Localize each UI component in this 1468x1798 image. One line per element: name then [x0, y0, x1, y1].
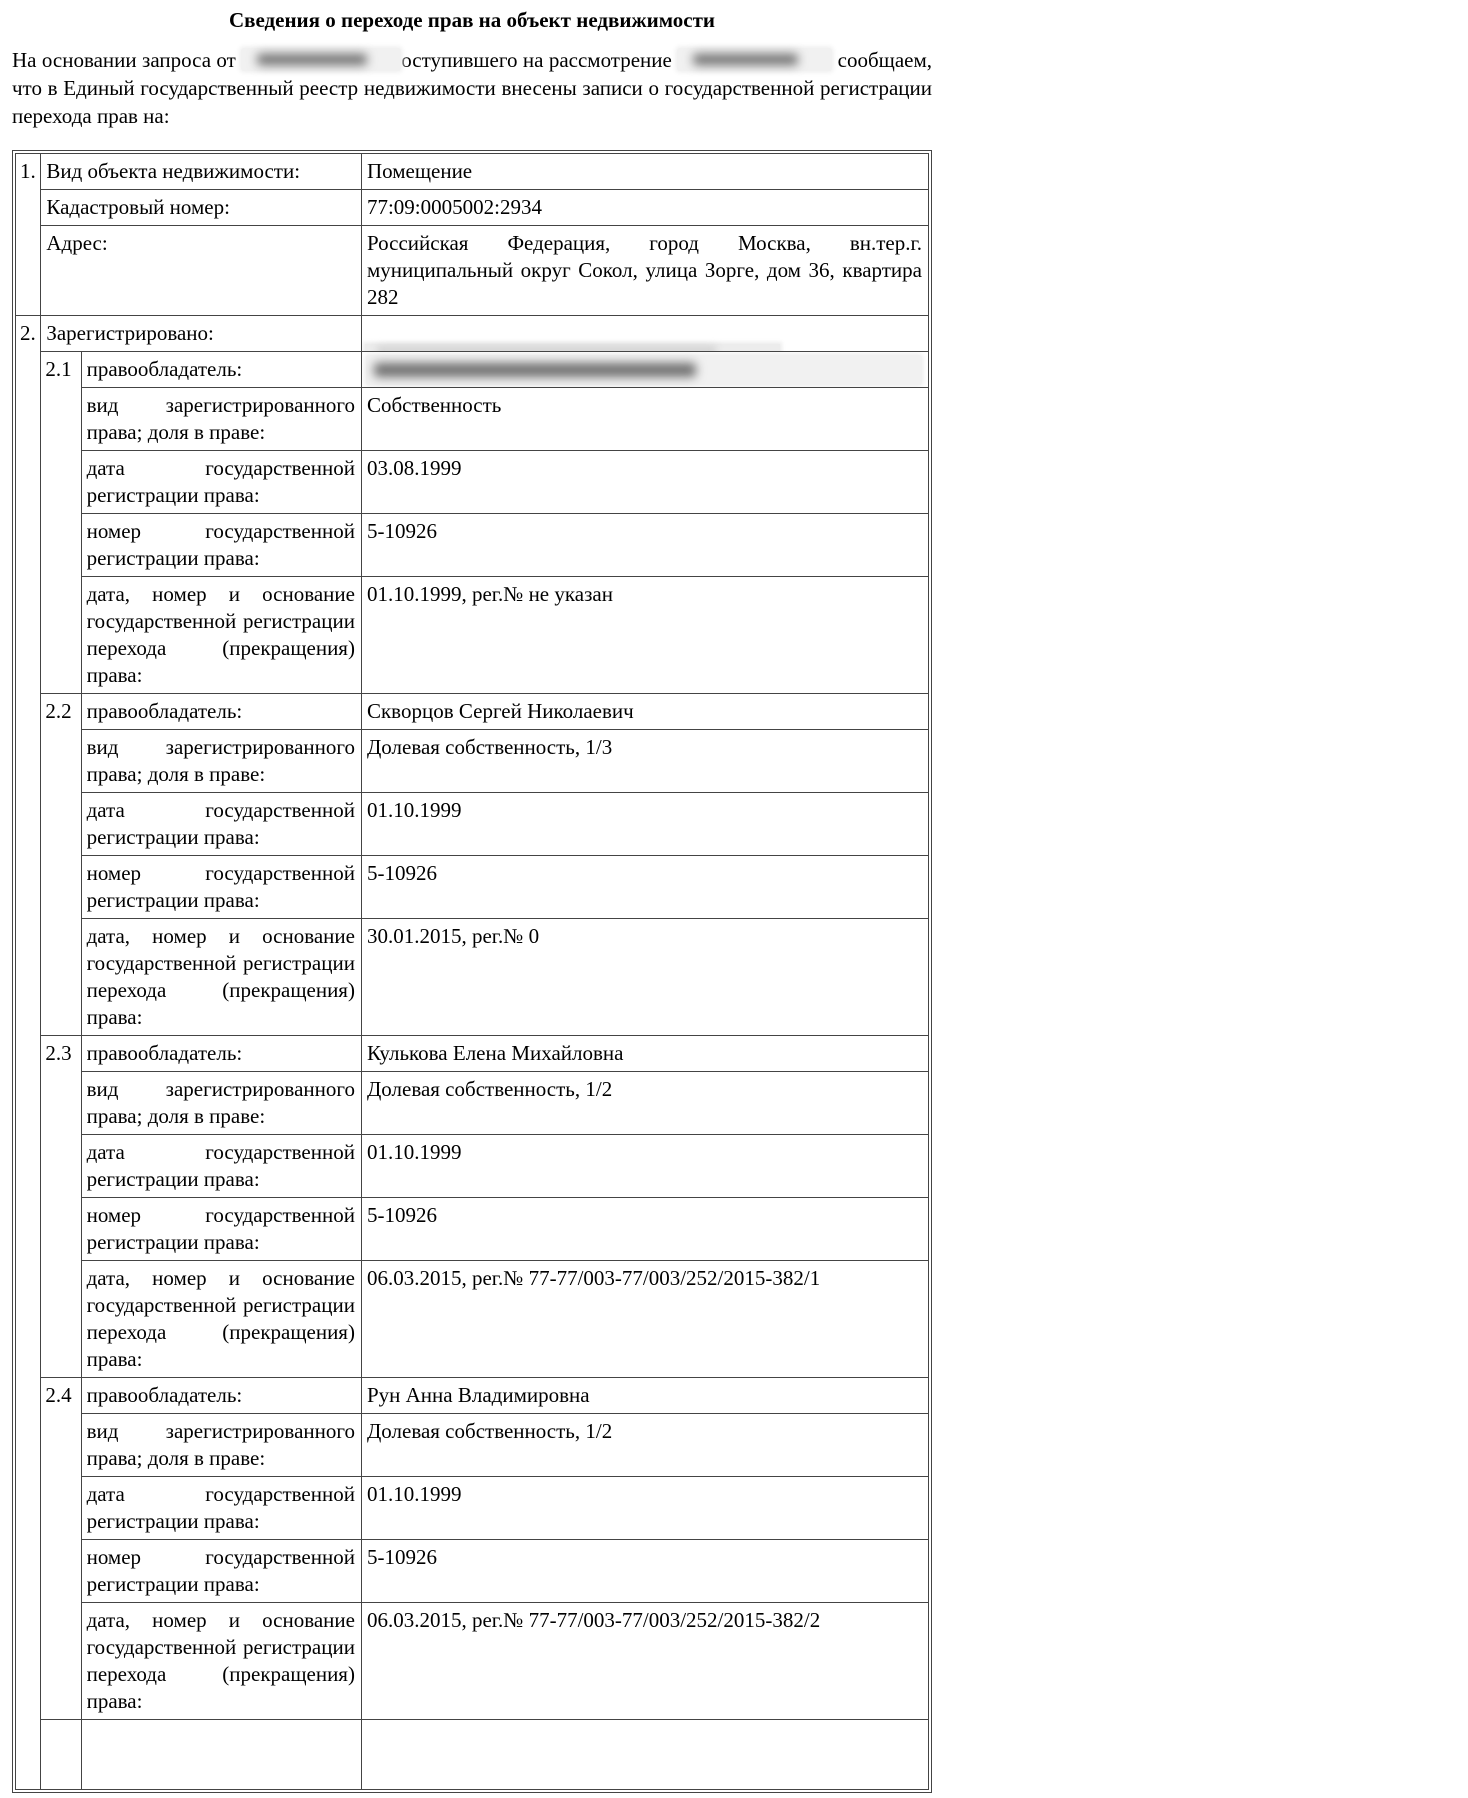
row-value: 06.03.2015, рег.№ 77-77/003-77/003/252/2015-382/2 [361, 1603, 928, 1720]
intro-text-1: На основании запроса от [12, 48, 236, 72]
row-label: вид зарегистрированного права; доля в праве: [81, 1414, 361, 1477]
row-value: 5-10926 [361, 856, 928, 919]
table-row [16, 1540, 929, 1603]
row-label: номер государственной регистрации права: [81, 514, 361, 577]
row-value: 5-10926 [361, 1198, 928, 1261]
redacted-date-1 [241, 48, 401, 71]
row-value: 01.10.1999 [361, 793, 928, 856]
row-value: 30.01.2015, рег.№ 0 [361, 919, 928, 1036]
intro-paragraph [12, 46, 932, 130]
row-value: 5-10926 [361, 514, 928, 577]
entry-number: 2.3 [41, 1036, 81, 1378]
table-row [16, 154, 929, 190]
row-value: 77:09:0005002:2934 [361, 190, 928, 226]
table-row-cutoff [16, 1720, 929, 1790]
row-value: Долевая собственность, 1/3 [361, 730, 928, 793]
row-value: Долевая собственность, 1/2 [361, 1072, 928, 1135]
intro-text-2: оступившего на рассмотрение [401, 48, 672, 72]
redacted-holder-name [366, 355, 922, 385]
table-row [16, 1135, 929, 1198]
row-value: Российская Федерация, город Москва, вн.тер.г. муниципальный округ Сокол, улица Зорге, дом 36, квартира 282 [361, 226, 928, 316]
table-row [16, 1036, 929, 1072]
entry-number: 2.1 [41, 352, 81, 694]
table-row [16, 1198, 929, 1261]
row-value: 5-10926 [361, 1540, 928, 1603]
table-row [16, 1378, 929, 1414]
row-label: правообладатель: [81, 352, 361, 388]
row-value: Скворцов Сергей Николаевич [361, 694, 928, 730]
row-label: номер государственной регистрации права: [81, 1198, 361, 1261]
rights-table [15, 153, 929, 1790]
table-row [16, 514, 929, 577]
row-label: Вид объекта недвижимости: [41, 154, 362, 190]
row-value: 01.10.1999 [361, 1135, 928, 1198]
entry-number: 2.2 [41, 694, 81, 1036]
row-label: Адрес: [41, 226, 362, 316]
table-row [16, 1414, 929, 1477]
row-label: номер государственной регистрации права: [81, 856, 361, 919]
table-row [16, 919, 929, 1036]
table-row [16, 1477, 929, 1540]
table-row [16, 226, 929, 316]
table-row [16, 694, 929, 730]
table-row [16, 577, 929, 694]
table-row [16, 856, 929, 919]
table-row [16, 793, 929, 856]
redacted-date-2 [677, 48, 832, 71]
section-number: 1. [16, 154, 41, 316]
row-value: 01.10.1999, рег.№ не указан [361, 577, 928, 694]
row-label: дата государственной регистрации права: [81, 1135, 361, 1198]
row-label: номер государственной регистрации права: [81, 1540, 361, 1603]
row-label: дата, номер и основание государственной регистрации перехода (прекращения) права: [81, 1603, 361, 1720]
rights-table-frame [12, 150, 932, 1793]
intro-text-3: сообщаем, что в Единый государственный реестр недвижимости внесены записи о государственной регистрации перехода прав на: [12, 48, 933, 128]
row-label: Кадастровый номер: [41, 190, 362, 226]
table-row [16, 1603, 929, 1720]
table-row [16, 190, 929, 226]
row-label: вид зарегистрированного права; доля в праве: [81, 388, 361, 451]
table-row [16, 1261, 929, 1378]
row-label: правообладатель: [81, 694, 361, 730]
row-label: правообладатель: [81, 1378, 361, 1414]
row-value [361, 1720, 928, 1790]
table-row [16, 1072, 929, 1135]
row-label [81, 1720, 361, 1790]
table-row [16, 352, 929, 388]
row-value-redacted [361, 352, 928, 388]
entry-number [41, 1720, 81, 1790]
row-value: Помещение [361, 154, 928, 190]
table-row [16, 388, 929, 451]
row-label: дата государственной регистрации права: [81, 793, 361, 856]
entry-number: 2.4 [41, 1378, 81, 1720]
table-row [16, 451, 929, 514]
section-number: 2. [16, 316, 41, 1790]
row-label: Зарегистрировано: [41, 316, 362, 352]
row-label: дата государственной регистрации права: [81, 1477, 361, 1540]
row-label: правообладатель: [81, 1036, 361, 1072]
redacted-strip [365, 344, 780, 352]
row-value-empty [361, 316, 928, 352]
row-value: 06.03.2015, рег.№ 77-77/003-77/003/252/2015-382/1 [361, 1261, 928, 1378]
row-value: Собственность [361, 388, 928, 451]
row-value: Рун Анна Владимировна [361, 1378, 928, 1414]
row-label: вид зарегистрированного права; доля в праве: [81, 730, 361, 793]
row-value: 03.08.1999 [361, 451, 928, 514]
row-label: дата, номер и основание государственной регистрации перехода (прекращения) права: [81, 577, 361, 694]
row-label: вид зарегистрированного права; доля в праве: [81, 1072, 361, 1135]
row-value: Кулькова Елена Михайловна [361, 1036, 928, 1072]
document-page [12, 0, 932, 1798]
table-row [16, 730, 929, 793]
row-label: дата государственной регистрации права: [81, 451, 361, 514]
table-row [16, 316, 929, 352]
row-label: дата, номер и основание государственной регистрации перехода (прекращения) права: [81, 919, 361, 1036]
row-value: Долевая собственность, 1/2 [361, 1414, 928, 1477]
row-label: дата, номер и основание государственной регистрации перехода (прекращения) права: [81, 1261, 361, 1378]
page-title: Сведения о переходе прав на объект недвижимости [228, 8, 716, 32]
row-value: 01.10.1999 [361, 1477, 928, 1540]
